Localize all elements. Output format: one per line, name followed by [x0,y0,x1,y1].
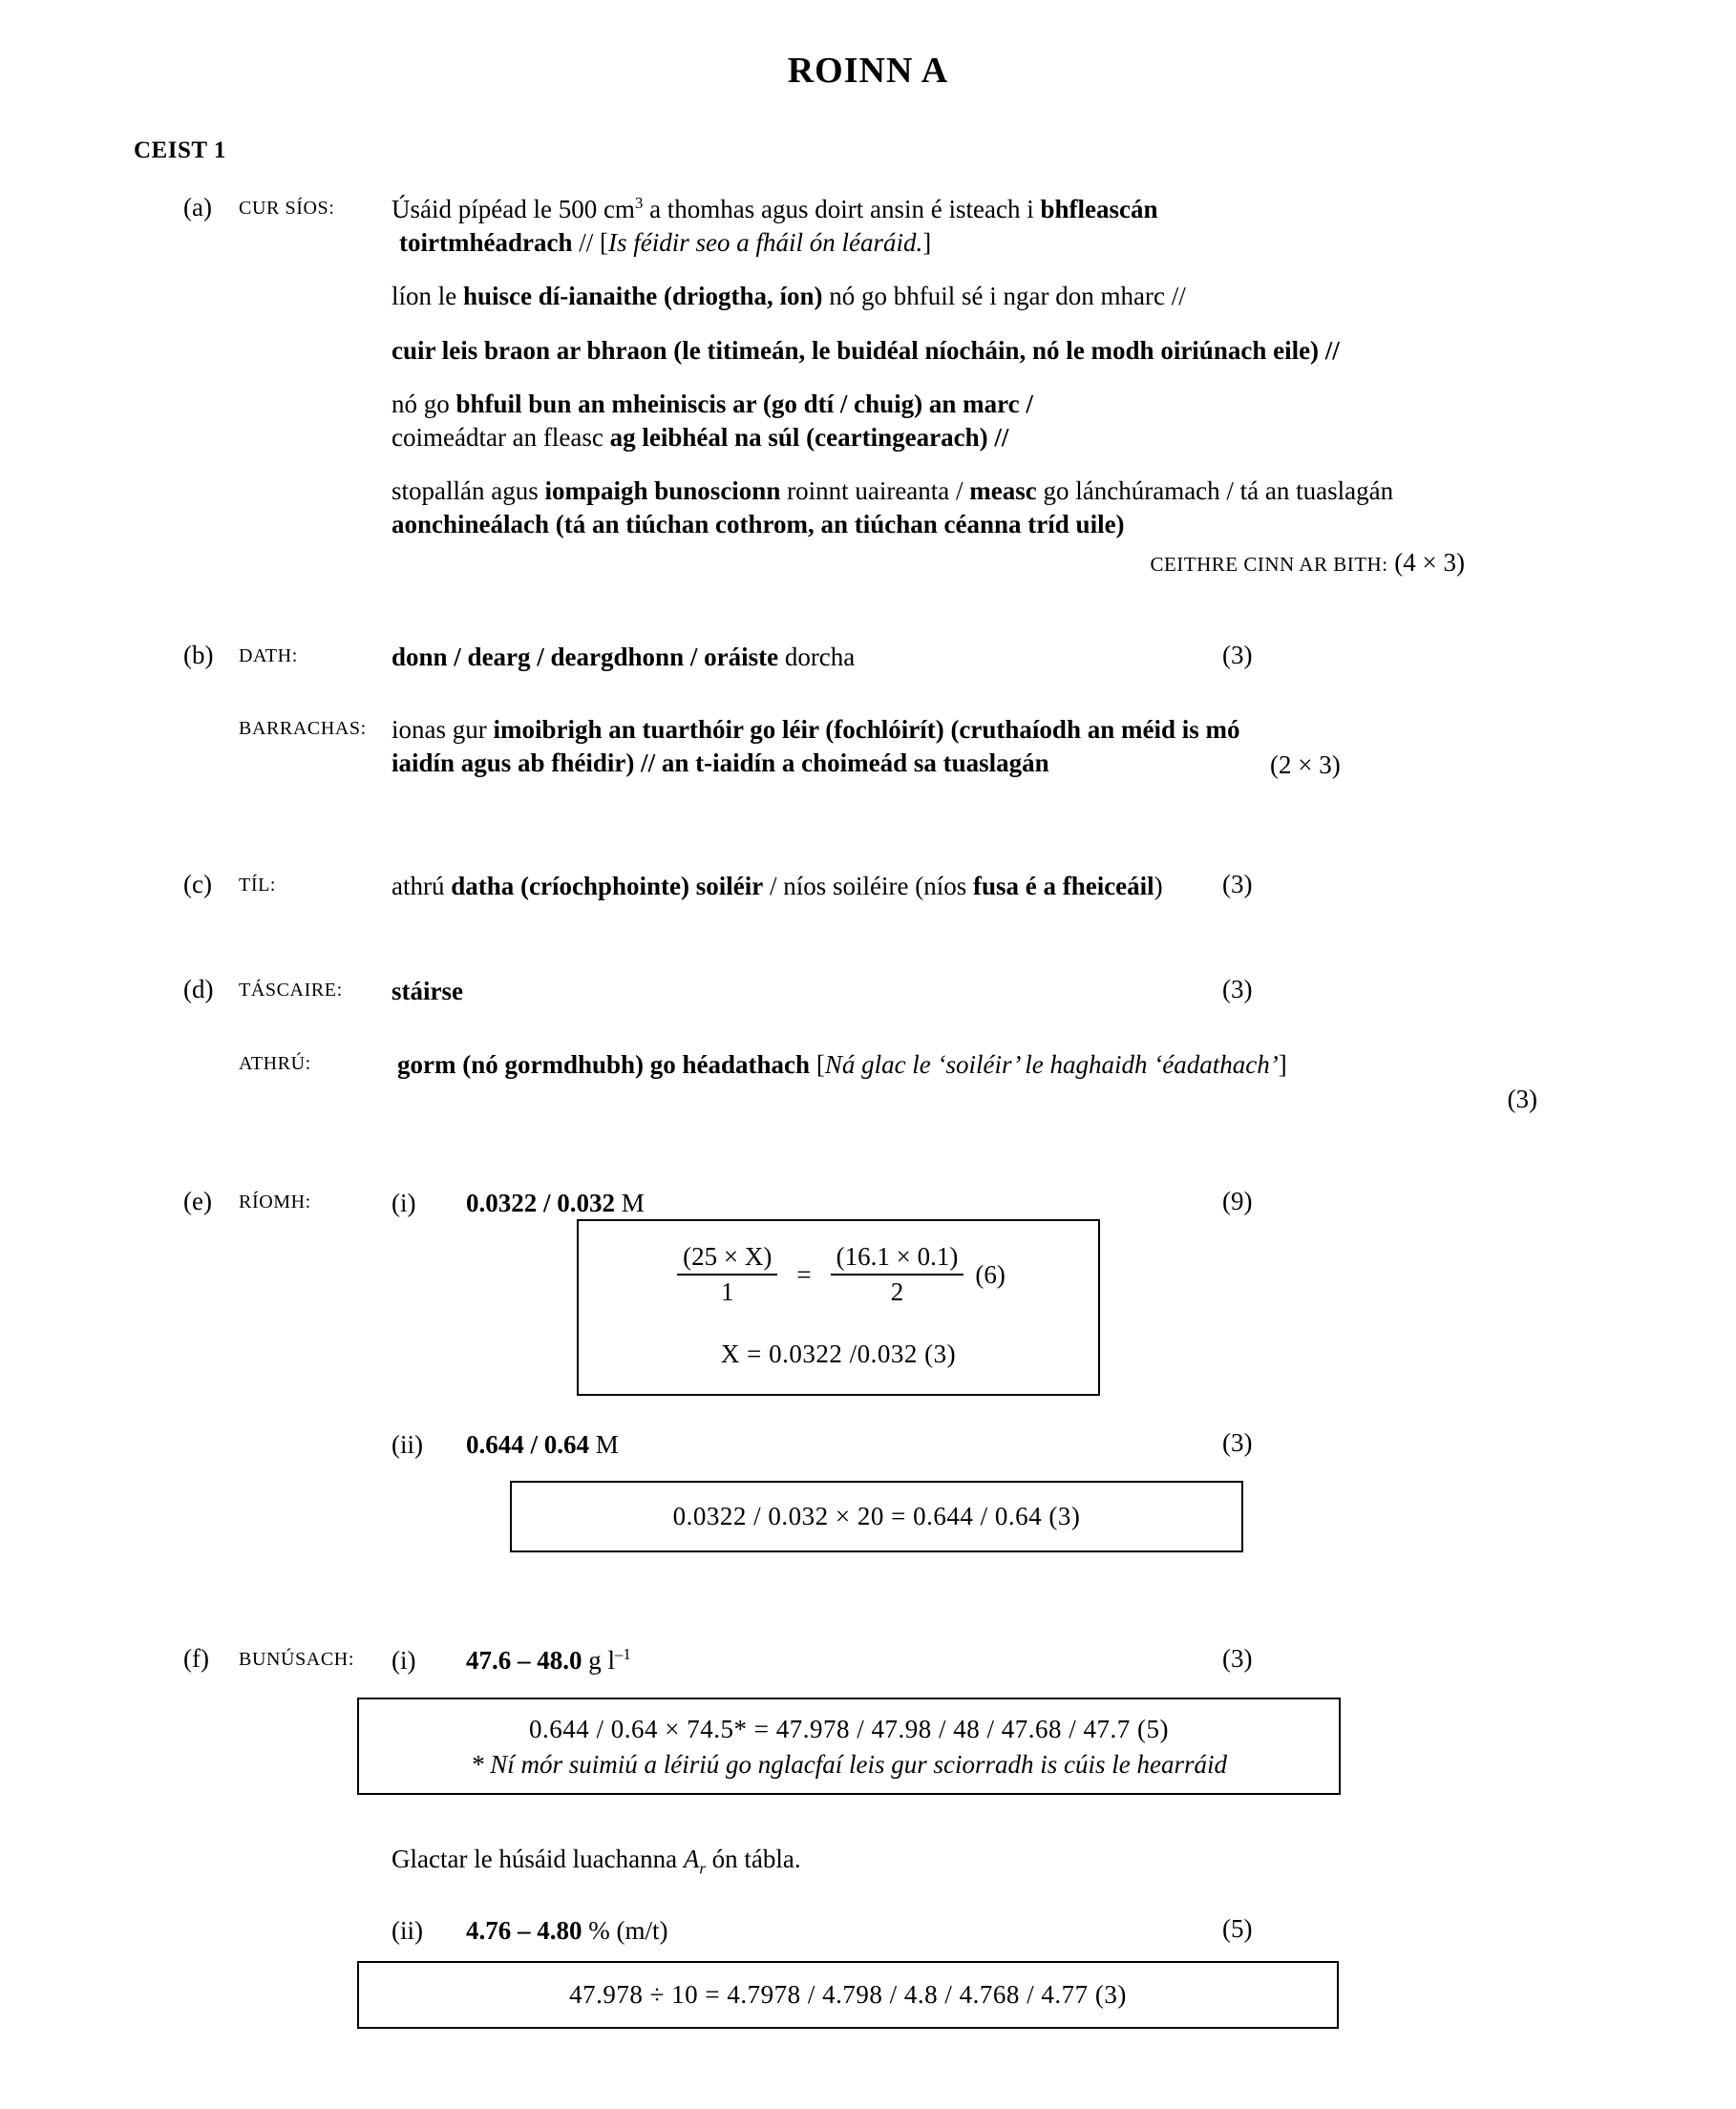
part-e-i-answer-plain: M [615,1188,645,1217]
part-d-marks-2-wrap [392,1083,1537,1116]
part-d-letter: (d) [183,975,214,1004]
part-b-answer-bold: donn / dearg / deargdhonn / oráiste [392,642,779,671]
part-b-line1-plain: ionas gur [392,715,494,745]
part-e-x-solution-line: X = 0.0322 /0.032 (3) [720,1339,957,1369]
part-f-caption: BUNÚSACH: [239,1648,354,1670]
part-f-i-row [392,1644,1203,1677]
part-a-l2-italic: Is féidir seo a fháil ón léaráid. [607,227,923,257]
part-a-l2-bold: toirtmhéadrach [399,227,573,257]
part-f-box2-line: 47.978 ÷ 10 = 4.7978 / 4.798 / 4.8 / 4.768 / 4.77 (3) [569,1979,1127,2009]
part-e-i-row [392,1187,1203,1220]
rhs-fraction [831,1242,964,1307]
part-d-line2-close: ] [1278,1049,1287,1079]
part-e-i-marks: (9) [1222,1186,1253,1215]
part-a-line-2 [392,280,1480,313]
part-e-i-answer [466,1187,1203,1220]
part-e-body [392,1187,1203,1220]
part-a-l7-bold1: iompaigh bunoscionn [544,476,781,506]
part-e-i-answer-bold: 0.0322 / 0.032 [466,1188,616,1217]
part-b-answer-plain: dorcha [778,642,856,671]
part-d [0,975,1736,1116]
part-f-ii-answer [466,1914,1203,1948]
part-a-l7-bold3: aonchineálach (tá an tiúchan cothrom, an tiúchan céanna tríd uile) [392,509,1125,538]
part-d-line2-open: [ [810,1049,825,1079]
part-c-body [392,870,1203,903]
part-f-ii-row [392,1914,1203,1948]
part-a-line-3 [392,334,1480,368]
part-a-l7a: stopallán agus [392,476,545,506]
part-e-working-box-1 [577,1219,1100,1396]
lhs-denominator: 1 [677,1274,777,1307]
question-label: CEIST 1 [134,137,226,163]
lhs-fraction [677,1242,777,1307]
part-f-working-box-2 [357,1961,1339,2029]
part-a-l1-bold: bhfleascán [1040,195,1158,223]
part-e-working-box-2 [510,1481,1243,1552]
part-a [0,193,1736,580]
part-f-note-b: ón tábla. [705,1845,801,1874]
part-e-i-roman: (i) [392,1188,416,1217]
part-a-l7c: go lánchúramach / tá an tuaslagán [1036,476,1394,506]
part-d-body [392,975,1203,1008]
part-d-answer-bold: stáirse [392,977,463,1006]
part-b-body [392,641,1203,674]
part-c-bold-1: datha (críochphointe) soiléir [451,871,764,900]
part-b-line2-bold: iaidín agus ab fhéidir) // an t-iaidín a choimeád sa tuaslagán [392,749,1049,778]
part-e-caption-spacer [239,1428,392,1433]
part-f-i-marks: (3) [1222,1643,1253,1673]
part-e-ii-answer-plain: M [589,1430,619,1460]
part-a-marks-caption: CEITHRE CINN AR BITH: [1150,553,1388,577]
part-e-ii-answer-bold: 0.644 / 0.64 [466,1430,590,1460]
part-a-l7-bold2: measc [969,476,1037,506]
part-f-i-answer-bold: 47.6 – 48.0 [466,1645,582,1675]
part-a-line-4 [392,388,1480,453]
part-e-ii-roman: (ii) [392,1430,423,1460]
part-f-note-a: Glactar le húsáid luachanna [392,1845,684,1874]
part-b-caption: DATH: [239,644,298,666]
part-c-marks: (3) [1222,869,1253,898]
part-a-l4-bold: cuir leis braon ar bhraon (le titimeán, le buidéal níocháin, nó le modh oiriúnach eile) // [392,335,1340,365]
part-f-ar-note [392,1845,1736,1878]
part-b-marks: (3) [1222,640,1253,669]
part-a-l6a: coimeádtar an fleasc [392,422,610,452]
part-f-ii-roman: (ii) [392,1916,423,1946]
part-c-letter: (c) [183,869,212,898]
part-a-line-1 [392,193,1480,259]
part-f-caption-spacer [239,1914,392,1919]
part-a-l3-bold: huisce dí-ianaithe (driogtha, íon) [463,282,823,311]
part-f-i-roman: (i) [392,1645,416,1675]
part-f-ii-answer-plain: % (m/t) [582,1916,668,1946]
part-a-line-5 [392,475,1480,540]
part-f-box1-line1: 0.644 / 0.64 × 74.5* = 47.978 / 47.98 / 48 / 47.68 / 47.7 (5) [529,1715,1169,1744]
part-d-caption: TÁSCAIRE: [239,980,343,1002]
part-b-marks-2: (2 × 3) [1270,749,1341,779]
equals-sign: = [796,1259,812,1289]
part-f-note-italic: A [683,1845,700,1874]
part-c [0,870,1736,903]
part-b-caption-2: BARRACHAS: [239,718,367,740]
part-b-body-2 [392,713,1251,779]
part-c-line-a: athrú [392,871,452,900]
part-f-ii-answer-bold: 4.76 – 4.80 [466,1916,582,1946]
lhs-numerator: (25 × X) [683,1242,773,1272]
part-f-i-answer [466,1644,1203,1677]
part-a-l7b: roinnt uaireanta / [780,476,970,506]
part-e-ii-answer [466,1428,1203,1462]
part-e-caption: RÍOMH: [239,1191,311,1213]
part-a-l5-bold: bhfuil bun an mheiniscis ar (go dtí / chuig) an marc / [455,390,1033,419]
rhs-numerator: (16.1 × 0.1) [836,1242,959,1272]
part-b-line1-bold: imoibrigh an tuarthóir go léir (fochlóirít) (cruthaíodh an méid is mó [493,715,1240,745]
part-a-l6-bold: ag leibhéal na súl (ceartingearach) // [609,422,1009,452]
part-a-l1b: a thomhas agus doirt ansin é isteach i [643,195,1041,223]
part-d-line2-italic: Ná glac le ‘soiléir’ le haghaidh ‘éadathach [824,1049,1270,1079]
cm-cubed-exponent: 3 [634,194,644,212]
part-a-l2-end: ] [922,227,932,257]
part-b [0,641,1736,780]
part-b-letter: (b) [183,640,214,669]
rhs-marks: (6) [975,1259,1006,1289]
part-e-equation-line [579,1242,1098,1307]
part-a-l3a: líon le [392,282,463,311]
part-c-bold-2: fusa é a fheiceáil [972,871,1154,900]
part-a-marks-note [392,546,1480,580]
part-e-ii-row [392,1428,1203,1462]
rhs-denominator: 2 [831,1274,964,1307]
part-e-ii-marks: (3) [1222,1428,1253,1458]
part-f-box1-line2: * Ní mór suimiú a léiriú go nglacfaí leis gur sciorradh is cúis le hearráid [470,1750,1227,1780]
page-title: ROINN A [787,51,949,91]
part-c-line-c: ) [1154,871,1163,900]
part-f-letter: (f) [183,1643,209,1673]
part-c-line-b: / níos soiléire (níos [763,871,973,900]
part-a-caption: CUR SÍOS: [239,198,335,219]
part-f-working-box-1 [357,1698,1341,1795]
per-litre-exponent: –1 [615,1644,631,1663]
part-d-marks-2: (3) [1507,1085,1537,1114]
part-d-line2-bold: gorm (nó gormdhubh) go héadathach [397,1049,811,1079]
part-e-letter: (e) [183,1186,212,1215]
part-e-body-2 [392,1428,1203,1462]
part-a-l1a: Úsáid pípéad le 500 cm [392,195,635,223]
part-f-i-answer-plain: g l [582,1645,616,1675]
part-e-box2-line: 0.0322 / 0.032 × 20 = 0.644 / 0.64 (3) [672,1501,1081,1530]
part-d-body-2: gorm (nó gormdhubh) go héadathach [Ná glac le ‘soiléir’ le haghaidh ‘éadathach’] (3) [392,1048,1537,1116]
part-d-marks: (3) [1222,975,1253,1004]
part-a-body [392,193,1480,580]
part-a-l3b: nó go bhfuil sé i ngar don mharc // [822,282,1186,311]
part-a-letter: (a) [183,193,212,221]
part-f-note-sub: r [699,1859,706,1878]
part-a-l5a: nó go [392,390,456,419]
part-f-body-2 [392,1914,1203,1948]
part-a-l2-sep: // [ [572,227,608,257]
part-f [0,1644,1736,2029]
part-f-body [392,1644,1203,1677]
part-f-ii-marks: (5) [1222,1914,1253,1944]
part-e [0,1187,1736,1552]
part-a-marks-value: (4 × 3) [1387,548,1465,578]
part-c-caption: TÍL: [239,874,277,896]
part-d-caption-2: ATHRÚ: [239,1052,311,1074]
